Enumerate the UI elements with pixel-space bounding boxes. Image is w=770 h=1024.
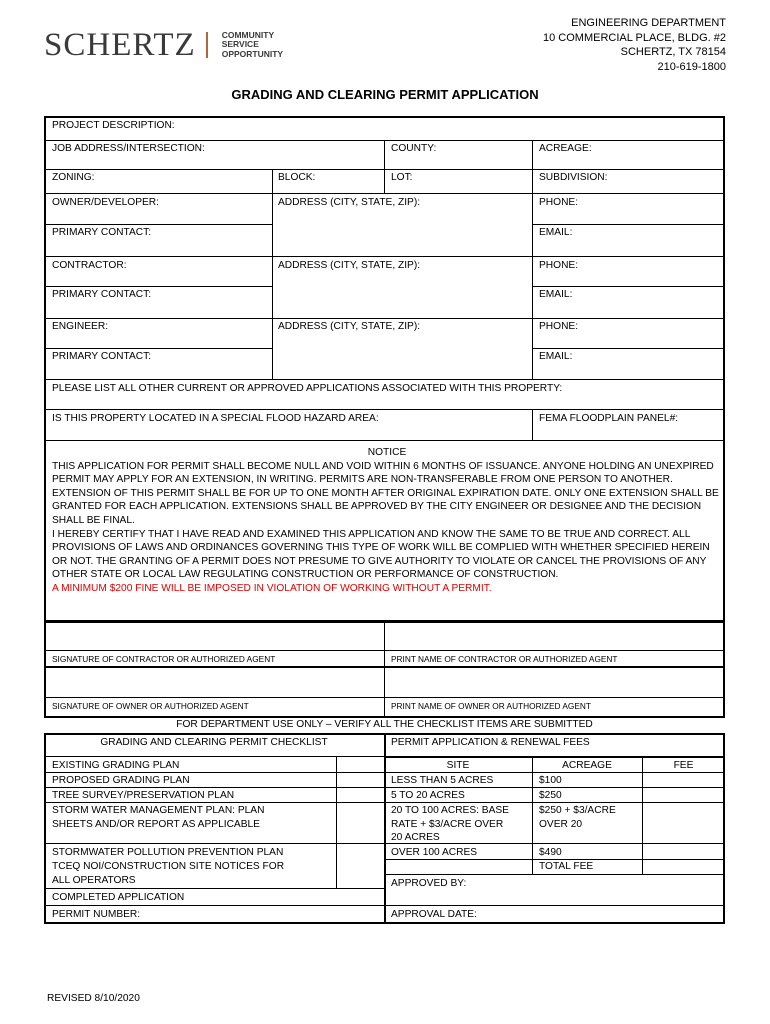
fee-amount: $250 — [539, 790, 562, 801]
tagline-line: SERVICE — [221, 39, 259, 50]
subdivision-label: SUBDIVISION: — [539, 172, 608, 183]
notice-section — [52, 446, 722, 596]
lot-label: LOT: — [391, 172, 413, 183]
notice-paragraph: THIS APPLICATION FOR PERMIT SHALL BECOME NULL AND VOID WITHIN 6 MONTHS OF ISSUANCE. ANYONE HOLDING AN UNEXPIRED PERMIT MAY APPLY FOR AN EXTENSION, IN WRITING. PERMITS ARE NON-TRANSFERABLE FROM ONE PERSON TO ANOTHER. EXTENSION OF THIS PERMIT SHALL BE FOR UP TO ONE MONTH AFTER ORIGINAL EXPIRATION DATE. ONLY ONE EXTENSION SHALL BE GRANTED FOR EACH APPLICATION. EXTENSIONS SHALL BE APPROVED BY THE CITY ENGINEER OR DESIGNEE AND THE DECISION SHALL BE FINAL. — [52, 460, 719, 526]
checklist-item: COMPLETED APPLICATION — [52, 892, 185, 903]
owner-email-label: EMAIL: — [539, 227, 573, 238]
fee-site: OVER 100 ACRES — [391, 847, 478, 858]
fee-site: 20 TO 100 ACRES: BASE — [391, 805, 509, 816]
dept-phone: 210-619-1800 — [657, 60, 726, 73]
total-fee-label: TOTAL FEE — [539, 861, 594, 872]
notice-heading: NOTICE — [367, 447, 407, 458]
dept-name: ENGINEERING DEPARTMENT — [571, 17, 726, 29]
fee-amount: $250 + $3/ACRE — [539, 805, 616, 816]
fee-site: 5 TO 20 ACRES — [391, 790, 465, 801]
fee-amount: OVER 20 — [539, 819, 583, 830]
owner-address-label: ADDRESS (CITY, STATE, ZIP): — [278, 197, 421, 208]
permit-number-label: PERMIT NUMBER: — [52, 909, 141, 920]
checklist-heading: GRADING AND CLEARING PERMIT CHECKLIST — [100, 737, 328, 748]
contractor-address-label: ADDRESS (CITY, STATE, ZIP): — [278, 260, 421, 271]
approved-by-label: APPROVED BY: — [391, 878, 467, 889]
checklist-item: SHEETS AND/OR REPORT AS APPLICABLE — [52, 819, 260, 830]
owner-contact-label: PRIMARY CONTACT: — [52, 227, 152, 238]
schertz-logo — [44, 28, 283, 62]
flood-hazard-label: IS THIS PROPERTY LOCATED IN A SPECIAL FLOOD HAZARD AREA: — [52, 413, 379, 424]
fine-warning: A MINIMUM $200 FINE WILL BE IMPOSED IN VIOLATION OF WORKING WITHOUT A PERMIT. — [52, 582, 492, 594]
engineer-address-label: ADDRESS (CITY, STATE, ZIP): — [278, 321, 421, 332]
contractor-phone-label: PHONE: — [539, 260, 579, 271]
tagline-line: COMMUNITY — [221, 29, 275, 40]
engineer-contact-label: PRIMARY CONTACT: — [52, 351, 152, 362]
owner-label: OWNER/DEVELOPER: — [52, 197, 159, 208]
logo-tagline — [222, 31, 283, 60]
engineer-email-label: EMAIL: — [539, 351, 573, 362]
department-use-heading: FOR DEPARTMENT USE ONLY – VERIFY ALL THE CHECKLIST ITEMS ARE SUBMITTED — [176, 719, 593, 730]
checklist-item: PROPOSED GRADING PLAN — [52, 775, 190, 786]
checklist-item: ALL OPERATORS — [52, 875, 136, 886]
job-address-label: JOB ADDRESS/INTERSECTION: — [52, 143, 205, 154]
fee-amount: $490 — [539, 847, 562, 858]
owner-signature-label: SIGNATURE OF OWNER OR AUTHORIZED AGENT — [52, 701, 249, 711]
checklist-item: EXISTING GRADING PLAN — [52, 760, 180, 771]
other-applications-label: PLEASE LIST ALL OTHER CURRENT OR APPROVED APPLICATIONS ASSOCIATED WITH THIS PROPERTY: — [52, 383, 563, 394]
fee-site: RATE + $3/ACRE OVER — [391, 819, 504, 830]
engineer-phone-label: PHONE: — [539, 321, 579, 332]
certification-paragraph: I HEREBY CERTIFY THAT I HAVE READ AND EXAMINED THIS APPLICATION AND KNOW THE SAME TO BE TRUE AND CORRECT. ALL PROVISIONS OF LAWS AND ORDINANCES GOVERNING THIS TYPE OF WORK WILL BE COMPLIED WITH WHETHER SPECIFIED HEREIN OR NOT. THE GRANTING OF A PERMIT DOES NOT PRESUME TO GIVE AUTHORITY TO VIOLATE OR CANCEL THE PROVISIONS OF ANY OTHER STATE OR LOCAL LAW REGULATING CONSTRUCTION OR PERFORMANCE OF CONSTRUCTION. — [52, 528, 710, 581]
acreage-label: ACREAGE: — [539, 143, 592, 154]
block-label: BLOCK: — [278, 172, 316, 183]
dept-city: SCHERTZ, TX 78154 — [620, 46, 726, 59]
checklist-item: STORMWATER POLLUTION PREVENTION PLAN — [52, 847, 284, 858]
contractor-email-label: EMAIL: — [539, 289, 573, 300]
fema-panel-label: FEMA FLOODPLAIN PANEL#: — [539, 413, 679, 424]
approval-date-label: APPROVAL DATE: — [391, 909, 477, 920]
zoning-label: ZONING: — [52, 172, 95, 183]
fees-col-acreage: ACREAGE — [562, 760, 612, 771]
tagline-line: OPPORTUNITY — [221, 48, 284, 59]
logo-divider — [206, 32, 208, 58]
logo-wordmark: SCHERTZ — [44, 26, 196, 63]
contractor-contact-label: PRIMARY CONTACT: — [52, 289, 152, 300]
page-title: GRADING AND CLEARING PERMIT APPLICATION — [231, 87, 539, 102]
contractor-signature-label: SIGNATURE OF CONTRACTOR OR AUTHORIZED AGENT — [52, 654, 276, 664]
owner-phone-label: PHONE: — [539, 197, 579, 208]
checklist-item: STORM WATER MANAGEMENT PLAN: PLAN — [52, 805, 265, 816]
fees-col-site: SITE — [446, 760, 470, 771]
county-label: COUNTY: — [391, 143, 437, 154]
fee-site: LESS THAN 5 ACRES — [391, 775, 494, 786]
engineer-label: ENGINEER: — [52, 321, 109, 332]
fees-heading: PERMIT APPLICATION & RENEWAL FEES — [391, 737, 590, 748]
fee-amount: $100 — [539, 775, 562, 786]
checklist-item: TCEQ NOI/CONSTRUCTION SITE NOTICES FOR — [52, 861, 285, 872]
fees-col-fee: FEE — [673, 760, 694, 771]
revision-date: REVISED 8/10/2020 — [47, 993, 140, 1004]
contractor-label: CONTRACTOR: — [52, 260, 127, 271]
contractor-print-name-label: PRINT NAME OF CONTRACTOR OR AUTHORIZED AGENT — [391, 654, 618, 664]
owner-print-name-label: PRINT NAME OF OWNER OR AUTHORIZED AGENT — [391, 701, 591, 711]
project-description-label: PROJECT DESCRIPTION: — [52, 120, 175, 131]
department-address — [543, 16, 726, 74]
fee-site: 20 ACRES — [391, 832, 440, 843]
checklist-item: TREE SURVEY/PRESERVATION PLAN — [52, 790, 235, 801]
dept-street: 10 COMMERCIAL PLACE, BLDG. #2 — [543, 31, 726, 44]
